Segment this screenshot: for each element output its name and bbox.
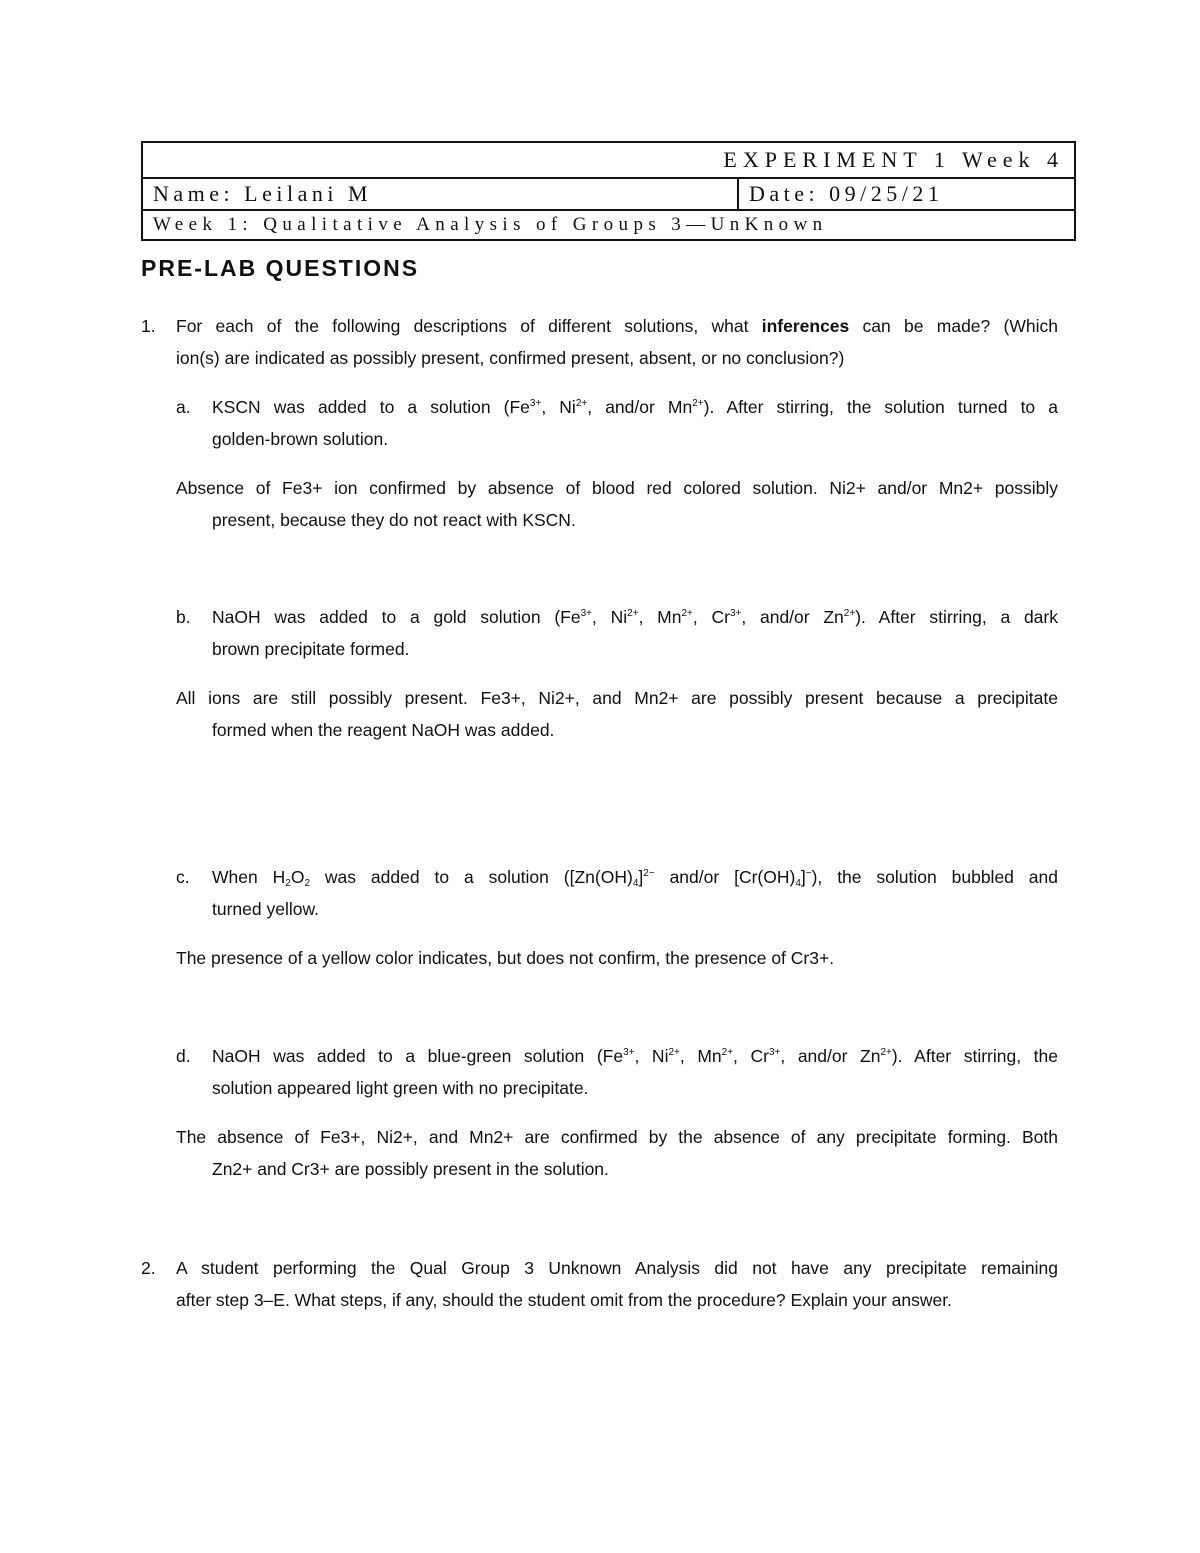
bold-word: inferences — [761, 316, 850, 336]
item-a-answer — [176, 472, 1058, 536]
item-c-answer-line-1: The presence of a yellow color indicates, but does not confirm, the presence of Cr3+. — [176, 948, 835, 968]
item-d-text — [212, 1040, 1058, 1104]
question-2-line-2: after step 3–E. What steps, if any, should the student omit from the procedure? Explain your answer. — [176, 1290, 952, 1310]
section-title: PRE-LAB QUESTIONS — [141, 255, 420, 281]
item-d-answer-line-1: The absence of Fe3+, Ni2+, and Mn2+ are confirmed by the absence of any precipitate forming. Both — [176, 1127, 1058, 1147]
item-b-letter: b. — [176, 607, 191, 627]
question-1-text — [176, 310, 1058, 374]
item-a-answer-line-1: Absence of Fe3+ ion confirmed by absence of blood red colored solution. Ni2+ and/or Mn2+ possibly — [176, 478, 1058, 498]
question-1-number: 1. — [141, 316, 156, 336]
header-experiment-row — [143, 143, 1074, 179]
question-1-line-1: For each of the following descriptions of different solutions, what inferences can be made? (Which — [176, 316, 1058, 336]
item-c-answer — [176, 942, 1058, 974]
item-b-answer — [176, 682, 1058, 746]
item-b-line-1: NaOH was added to a gold solution ($Fe^{3+}$, $Ni^{2+}$, $Mn^{2+}$, $Cr^{3+}$, and/or $Zn^{2+}$). After stirring, a dark — [212, 607, 1058, 627]
item-a-answer-line-2: present, because they do not react with KSCN. — [212, 510, 576, 530]
question-2-text — [176, 1252, 1058, 1316]
item-a-text — [212, 391, 1058, 455]
item-d-line-2: solution appeared light green with no precipitate. — [212, 1078, 589, 1098]
student-name: Name: Leilani M — [143, 179, 739, 209]
experiment-title: EXPERIMENT 1 Week 4 — [723, 147, 1064, 172]
item-a-line-2: golden-brown solution. — [212, 429, 389, 449]
item-c-line-2: turned yellow. — [212, 899, 320, 919]
item-d-answer-line-2: Zn2+ and Cr3+ are possibly present in the solution. — [212, 1159, 609, 1179]
item-b-line-2: brown precipitate formed. — [212, 639, 410, 659]
item-a-letter: a. — [176, 397, 191, 417]
item-b-answer-line-1: All ions are still possibly present. Fe3+, Ni2+, and Mn2+ are possibly present because a precipitate — [176, 688, 1058, 708]
item-b-answer-line-2: formed when the reagent NaOH was added. — [212, 720, 555, 740]
question-2-number: 2. — [141, 1258, 156, 1278]
item-a-line-1: KSCN was added to a solution ($Fe^{3+}$, $Ni^{2+}$, and/or $Mn^{2+}$). After stirring, the solution turned to a — [212, 397, 1058, 417]
experiment-subtitle: Week 1: Qualitative Analysis of Groups 3—UnKnown — [153, 214, 828, 235]
item-c-letter: c. — [176, 867, 190, 887]
question-2-line-1: A student performing the Qual Group 3 Unknown Analysis did not have any precipitate remaining — [176, 1258, 1058, 1278]
item-b-text — [212, 601, 1058, 665]
item-c-text — [212, 861, 1058, 925]
item-d-answer — [176, 1121, 1058, 1185]
item-c-line-1: When $H_2O_2$ was added to a solution ($[Zn(OH)_4]^{2-}$ and/or $[Cr(OH)_4]^-$), the solution bubbled and — [212, 867, 1059, 889]
question-1-line-2: ion(s) are indicated as possibly present, confirmed present, absent, or no conclusion?) — [176, 348, 845, 368]
header-name-date-row — [143, 179, 1074, 211]
experiment-date: Date: 09/25/21 — [749, 181, 944, 206]
header-table — [141, 141, 1076, 241]
item-d-letter: d. — [176, 1046, 191, 1066]
header-subtitle-row — [143, 211, 1074, 239]
item-d-line-1: NaOH was added to a blue-green solution ($Fe^{3+}$, $Ni^{2+}$, $Mn^{2+}$, $Cr^{3+}$, and/or $Zn^{2+}$). After stirring, the — [212, 1046, 1058, 1066]
